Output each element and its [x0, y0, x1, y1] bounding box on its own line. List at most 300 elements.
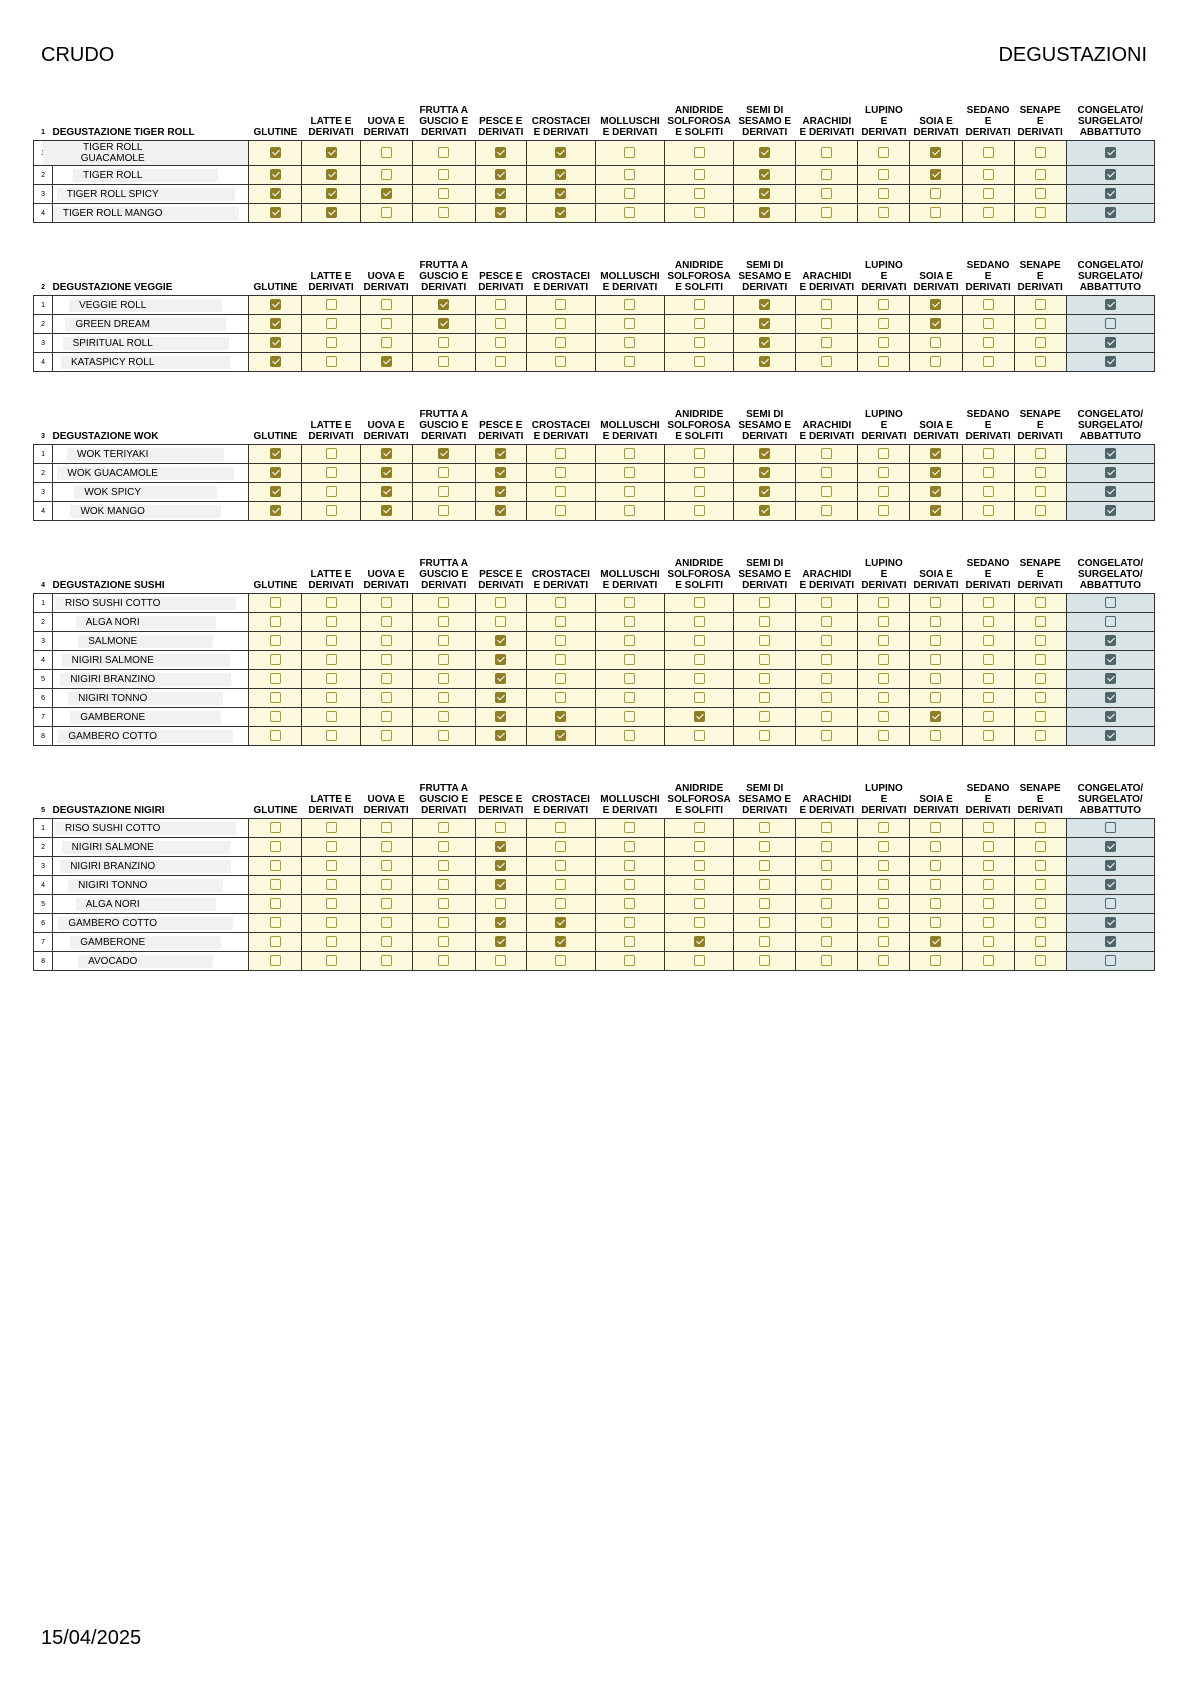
checked-checkbox-icon[interactable] — [930, 467, 941, 478]
unchecked-checkbox-icon[interactable] — [878, 299, 889, 310]
unchecked-checkbox-icon[interactable] — [821, 616, 832, 627]
unchecked-checkbox-icon[interactable] — [930, 337, 941, 348]
unchecked-checkbox-icon[interactable] — [381, 898, 392, 909]
unchecked-checkbox-icon[interactable] — [821, 299, 832, 310]
checked-checkbox-icon[interactable] — [759, 467, 770, 478]
unchecked-checkbox-icon[interactable] — [821, 635, 832, 646]
unchecked-checkbox-icon[interactable] — [438, 169, 449, 180]
unchecked-checkbox-icon[interactable] — [930, 730, 941, 741]
unchecked-checkbox-icon[interactable] — [1105, 616, 1116, 627]
unchecked-checkbox-icon[interactable] — [555, 356, 566, 367]
unchecked-checkbox-icon[interactable] — [1035, 467, 1046, 478]
unchecked-checkbox-icon[interactable] — [1035, 860, 1046, 871]
checked-checkbox-icon[interactable] — [930, 486, 941, 497]
unchecked-checkbox-icon[interactable] — [624, 147, 635, 158]
checked-checkbox-icon[interactable] — [759, 486, 770, 497]
unchecked-checkbox-icon[interactable] — [930, 898, 941, 909]
unchecked-checkbox-icon[interactable] — [759, 879, 770, 890]
unchecked-checkbox-icon[interactable] — [694, 356, 705, 367]
unchecked-checkbox-icon[interactable] — [983, 860, 994, 871]
unchecked-checkbox-icon[interactable] — [759, 673, 770, 684]
checked-checkbox-icon[interactable] — [1105, 486, 1116, 497]
unchecked-checkbox-icon[interactable] — [1035, 898, 1046, 909]
unchecked-checkbox-icon[interactable] — [624, 318, 635, 329]
unchecked-checkbox-icon[interactable] — [438, 356, 449, 367]
checked-checkbox-icon[interactable] — [495, 207, 506, 218]
unchecked-checkbox-icon[interactable] — [326, 936, 337, 947]
unchecked-checkbox-icon[interactable] — [555, 673, 566, 684]
unchecked-checkbox-icon[interactable] — [983, 711, 994, 722]
unchecked-checkbox-icon[interactable] — [983, 597, 994, 608]
unchecked-checkbox-icon[interactable] — [983, 299, 994, 310]
checked-checkbox-icon[interactable] — [495, 673, 506, 684]
unchecked-checkbox-icon[interactable] — [624, 505, 635, 516]
unchecked-checkbox-icon[interactable] — [381, 879, 392, 890]
unchecked-checkbox-icon[interactable] — [694, 597, 705, 608]
unchecked-checkbox-icon[interactable] — [983, 955, 994, 966]
unchecked-checkbox-icon[interactable] — [381, 147, 392, 158]
unchecked-checkbox-icon[interactable] — [694, 841, 705, 852]
unchecked-checkbox-icon[interactable] — [495, 318, 506, 329]
checked-checkbox-icon[interactable] — [270, 505, 281, 516]
unchecked-checkbox-icon[interactable] — [381, 730, 392, 741]
unchecked-checkbox-icon[interactable] — [694, 616, 705, 627]
unchecked-checkbox-icon[interactable] — [759, 654, 770, 665]
unchecked-checkbox-icon[interactable] — [694, 898, 705, 909]
unchecked-checkbox-icon[interactable] — [983, 486, 994, 497]
checked-checkbox-icon[interactable] — [759, 207, 770, 218]
checked-checkbox-icon[interactable] — [495, 654, 506, 665]
unchecked-checkbox-icon[interactable] — [694, 299, 705, 310]
checked-checkbox-icon[interactable] — [495, 692, 506, 703]
unchecked-checkbox-icon[interactable] — [878, 730, 889, 741]
unchecked-checkbox-icon[interactable] — [759, 692, 770, 703]
unchecked-checkbox-icon[interactable] — [438, 505, 449, 516]
unchecked-checkbox-icon[interactable] — [438, 147, 449, 158]
unchecked-checkbox-icon[interactable] — [624, 299, 635, 310]
unchecked-checkbox-icon[interactable] — [624, 692, 635, 703]
checked-checkbox-icon[interactable] — [1105, 337, 1116, 348]
unchecked-checkbox-icon[interactable] — [555, 486, 566, 497]
unchecked-checkbox-icon[interactable] — [878, 860, 889, 871]
unchecked-checkbox-icon[interactable] — [878, 188, 889, 199]
unchecked-checkbox-icon[interactable] — [381, 955, 392, 966]
checked-checkbox-icon[interactable] — [759, 299, 770, 310]
unchecked-checkbox-icon[interactable] — [624, 207, 635, 218]
checked-checkbox-icon[interactable] — [270, 448, 281, 459]
unchecked-checkbox-icon[interactable] — [624, 898, 635, 909]
unchecked-checkbox-icon[interactable] — [878, 635, 889, 646]
unchecked-checkbox-icon[interactable] — [694, 635, 705, 646]
checked-checkbox-icon[interactable] — [326, 169, 337, 180]
unchecked-checkbox-icon[interactable] — [821, 654, 832, 665]
unchecked-checkbox-icon[interactable] — [624, 955, 635, 966]
checked-checkbox-icon[interactable] — [555, 147, 566, 158]
checked-checkbox-icon[interactable] — [1105, 356, 1116, 367]
unchecked-checkbox-icon[interactable] — [438, 654, 449, 665]
unchecked-checkbox-icon[interactable] — [821, 207, 832, 218]
unchecked-checkbox-icon[interactable] — [878, 486, 889, 497]
unchecked-checkbox-icon[interactable] — [1105, 955, 1116, 966]
unchecked-checkbox-icon[interactable] — [624, 711, 635, 722]
unchecked-checkbox-icon[interactable] — [1035, 318, 1046, 329]
checked-checkbox-icon[interactable] — [495, 936, 506, 947]
unchecked-checkbox-icon[interactable] — [326, 822, 337, 833]
checked-checkbox-icon[interactable] — [930, 936, 941, 947]
checked-checkbox-icon[interactable] — [495, 505, 506, 516]
unchecked-checkbox-icon[interactable] — [1035, 616, 1046, 627]
unchecked-checkbox-icon[interactable] — [438, 337, 449, 348]
unchecked-checkbox-icon[interactable] — [326, 467, 337, 478]
unchecked-checkbox-icon[interactable] — [983, 730, 994, 741]
unchecked-checkbox-icon[interactable] — [270, 711, 281, 722]
checked-checkbox-icon[interactable] — [555, 169, 566, 180]
checked-checkbox-icon[interactable] — [1105, 505, 1116, 516]
unchecked-checkbox-icon[interactable] — [1035, 448, 1046, 459]
checked-checkbox-icon[interactable] — [381, 467, 392, 478]
unchecked-checkbox-icon[interactable] — [1035, 635, 1046, 646]
unchecked-checkbox-icon[interactable] — [381, 673, 392, 684]
unchecked-checkbox-icon[interactable] — [694, 188, 705, 199]
unchecked-checkbox-icon[interactable] — [694, 860, 705, 871]
unchecked-checkbox-icon[interactable] — [983, 169, 994, 180]
unchecked-checkbox-icon[interactable] — [1035, 147, 1046, 158]
unchecked-checkbox-icon[interactable] — [326, 692, 337, 703]
unchecked-checkbox-icon[interactable] — [438, 635, 449, 646]
unchecked-checkbox-icon[interactable] — [326, 673, 337, 684]
unchecked-checkbox-icon[interactable] — [438, 673, 449, 684]
unchecked-checkbox-icon[interactable] — [878, 936, 889, 947]
unchecked-checkbox-icon[interactable] — [1035, 730, 1046, 741]
unchecked-checkbox-icon[interactable] — [270, 955, 281, 966]
checked-checkbox-icon[interactable] — [555, 207, 566, 218]
unchecked-checkbox-icon[interactable] — [326, 841, 337, 852]
checked-checkbox-icon[interactable] — [759, 318, 770, 329]
unchecked-checkbox-icon[interactable] — [821, 860, 832, 871]
checked-checkbox-icon[interactable] — [1105, 654, 1116, 665]
unchecked-checkbox-icon[interactable] — [759, 917, 770, 928]
unchecked-checkbox-icon[interactable] — [438, 467, 449, 478]
unchecked-checkbox-icon[interactable] — [270, 635, 281, 646]
checked-checkbox-icon[interactable] — [930, 505, 941, 516]
unchecked-checkbox-icon[interactable] — [930, 822, 941, 833]
unchecked-checkbox-icon[interactable] — [1105, 597, 1116, 608]
unchecked-checkbox-icon[interactable] — [555, 448, 566, 459]
unchecked-checkbox-icon[interactable] — [983, 936, 994, 947]
unchecked-checkbox-icon[interactable] — [624, 673, 635, 684]
unchecked-checkbox-icon[interactable] — [694, 879, 705, 890]
unchecked-checkbox-icon[interactable] — [694, 730, 705, 741]
unchecked-checkbox-icon[interactable] — [495, 822, 506, 833]
unchecked-checkbox-icon[interactable] — [326, 955, 337, 966]
unchecked-checkbox-icon[interactable] — [759, 822, 770, 833]
checked-checkbox-icon[interactable] — [495, 635, 506, 646]
unchecked-checkbox-icon[interactable] — [1035, 917, 1046, 928]
checked-checkbox-icon[interactable] — [1105, 692, 1116, 703]
unchecked-checkbox-icon[interactable] — [983, 841, 994, 852]
checked-checkbox-icon[interactable] — [555, 188, 566, 199]
unchecked-checkbox-icon[interactable] — [438, 822, 449, 833]
checked-checkbox-icon[interactable] — [759, 188, 770, 199]
checked-checkbox-icon[interactable] — [1105, 467, 1116, 478]
unchecked-checkbox-icon[interactable] — [983, 616, 994, 627]
unchecked-checkbox-icon[interactable] — [438, 188, 449, 199]
checked-checkbox-icon[interactable] — [759, 505, 770, 516]
unchecked-checkbox-icon[interactable] — [1035, 711, 1046, 722]
unchecked-checkbox-icon[interactable] — [326, 299, 337, 310]
unchecked-checkbox-icon[interactable] — [270, 936, 281, 947]
unchecked-checkbox-icon[interactable] — [1035, 337, 1046, 348]
checked-checkbox-icon[interactable] — [1105, 169, 1116, 180]
unchecked-checkbox-icon[interactable] — [438, 730, 449, 741]
unchecked-checkbox-icon[interactable] — [381, 299, 392, 310]
checked-checkbox-icon[interactable] — [438, 448, 449, 459]
unchecked-checkbox-icon[interactable] — [381, 692, 392, 703]
checked-checkbox-icon[interactable] — [270, 207, 281, 218]
unchecked-checkbox-icon[interactable] — [1035, 505, 1046, 516]
unchecked-checkbox-icon[interactable] — [694, 654, 705, 665]
unchecked-checkbox-icon[interactable] — [438, 879, 449, 890]
unchecked-checkbox-icon[interactable] — [555, 337, 566, 348]
unchecked-checkbox-icon[interactable] — [555, 616, 566, 627]
checked-checkbox-icon[interactable] — [555, 711, 566, 722]
unchecked-checkbox-icon[interactable] — [930, 635, 941, 646]
checked-checkbox-icon[interactable] — [270, 188, 281, 199]
checked-checkbox-icon[interactable] — [381, 356, 392, 367]
unchecked-checkbox-icon[interactable] — [821, 955, 832, 966]
unchecked-checkbox-icon[interactable] — [495, 356, 506, 367]
unchecked-checkbox-icon[interactable] — [624, 860, 635, 871]
unchecked-checkbox-icon[interactable] — [821, 505, 832, 516]
unchecked-checkbox-icon[interactable] — [555, 879, 566, 890]
checked-checkbox-icon[interactable] — [270, 169, 281, 180]
unchecked-checkbox-icon[interactable] — [821, 356, 832, 367]
checked-checkbox-icon[interactable] — [270, 318, 281, 329]
unchecked-checkbox-icon[interactable] — [759, 936, 770, 947]
checked-checkbox-icon[interactable] — [759, 337, 770, 348]
checked-checkbox-icon[interactable] — [1105, 673, 1116, 684]
unchecked-checkbox-icon[interactable] — [759, 616, 770, 627]
unchecked-checkbox-icon[interactable] — [983, 188, 994, 199]
unchecked-checkbox-icon[interactable] — [1035, 169, 1046, 180]
checked-checkbox-icon[interactable] — [1105, 448, 1116, 459]
checked-checkbox-icon[interactable] — [930, 299, 941, 310]
unchecked-checkbox-icon[interactable] — [694, 692, 705, 703]
checked-checkbox-icon[interactable] — [759, 356, 770, 367]
checked-checkbox-icon[interactable] — [930, 147, 941, 158]
unchecked-checkbox-icon[interactable] — [821, 337, 832, 348]
unchecked-checkbox-icon[interactable] — [983, 147, 994, 158]
unchecked-checkbox-icon[interactable] — [381, 337, 392, 348]
unchecked-checkbox-icon[interactable] — [821, 147, 832, 158]
unchecked-checkbox-icon[interactable] — [759, 711, 770, 722]
unchecked-checkbox-icon[interactable] — [381, 318, 392, 329]
unchecked-checkbox-icon[interactable] — [1035, 597, 1046, 608]
unchecked-checkbox-icon[interactable] — [930, 616, 941, 627]
unchecked-checkbox-icon[interactable] — [1035, 955, 1046, 966]
unchecked-checkbox-icon[interactable] — [930, 673, 941, 684]
unchecked-checkbox-icon[interactable] — [878, 169, 889, 180]
unchecked-checkbox-icon[interactable] — [270, 654, 281, 665]
unchecked-checkbox-icon[interactable] — [821, 467, 832, 478]
unchecked-checkbox-icon[interactable] — [930, 597, 941, 608]
unchecked-checkbox-icon[interactable] — [759, 898, 770, 909]
checked-checkbox-icon[interactable] — [270, 337, 281, 348]
checked-checkbox-icon[interactable] — [270, 147, 281, 158]
unchecked-checkbox-icon[interactable] — [1035, 879, 1046, 890]
unchecked-checkbox-icon[interactable] — [983, 448, 994, 459]
unchecked-checkbox-icon[interactable] — [983, 879, 994, 890]
unchecked-checkbox-icon[interactable] — [983, 917, 994, 928]
unchecked-checkbox-icon[interactable] — [694, 917, 705, 928]
unchecked-checkbox-icon[interactable] — [495, 616, 506, 627]
unchecked-checkbox-icon[interactable] — [326, 448, 337, 459]
unchecked-checkbox-icon[interactable] — [326, 711, 337, 722]
unchecked-checkbox-icon[interactable] — [270, 917, 281, 928]
unchecked-checkbox-icon[interactable] — [694, 467, 705, 478]
unchecked-checkbox-icon[interactable] — [930, 955, 941, 966]
unchecked-checkbox-icon[interactable] — [438, 692, 449, 703]
unchecked-checkbox-icon[interactable] — [878, 318, 889, 329]
unchecked-checkbox-icon[interactable] — [878, 448, 889, 459]
unchecked-checkbox-icon[interactable] — [624, 169, 635, 180]
checked-checkbox-icon[interactable] — [326, 147, 337, 158]
unchecked-checkbox-icon[interactable] — [624, 822, 635, 833]
checked-checkbox-icon[interactable] — [326, 207, 337, 218]
checked-checkbox-icon[interactable] — [495, 730, 506, 741]
unchecked-checkbox-icon[interactable] — [983, 337, 994, 348]
unchecked-checkbox-icon[interactable] — [438, 597, 449, 608]
unchecked-checkbox-icon[interactable] — [821, 169, 832, 180]
unchecked-checkbox-icon[interactable] — [983, 673, 994, 684]
unchecked-checkbox-icon[interactable] — [438, 860, 449, 871]
unchecked-checkbox-icon[interactable] — [624, 616, 635, 627]
unchecked-checkbox-icon[interactable] — [1035, 486, 1046, 497]
unchecked-checkbox-icon[interactable] — [694, 448, 705, 459]
unchecked-checkbox-icon[interactable] — [930, 692, 941, 703]
checked-checkbox-icon[interactable] — [1105, 711, 1116, 722]
unchecked-checkbox-icon[interactable] — [1035, 356, 1046, 367]
unchecked-checkbox-icon[interactable] — [878, 337, 889, 348]
checked-checkbox-icon[interactable] — [930, 318, 941, 329]
checked-checkbox-icon[interactable] — [495, 448, 506, 459]
checked-checkbox-icon[interactable] — [1105, 635, 1116, 646]
unchecked-checkbox-icon[interactable] — [438, 711, 449, 722]
unchecked-checkbox-icon[interactable] — [1035, 207, 1046, 218]
checked-checkbox-icon[interactable] — [495, 711, 506, 722]
unchecked-checkbox-icon[interactable] — [821, 898, 832, 909]
unchecked-checkbox-icon[interactable] — [694, 822, 705, 833]
unchecked-checkbox-icon[interactable] — [326, 616, 337, 627]
unchecked-checkbox-icon[interactable] — [930, 860, 941, 871]
unchecked-checkbox-icon[interactable] — [270, 692, 281, 703]
checked-checkbox-icon[interactable] — [381, 505, 392, 516]
unchecked-checkbox-icon[interactable] — [270, 597, 281, 608]
unchecked-checkbox-icon[interactable] — [821, 673, 832, 684]
checked-checkbox-icon[interactable] — [930, 169, 941, 180]
unchecked-checkbox-icon[interactable] — [821, 822, 832, 833]
checked-checkbox-icon[interactable] — [694, 936, 705, 947]
unchecked-checkbox-icon[interactable] — [821, 692, 832, 703]
unchecked-checkbox-icon[interactable] — [878, 673, 889, 684]
unchecked-checkbox-icon[interactable] — [694, 486, 705, 497]
unchecked-checkbox-icon[interactable] — [983, 898, 994, 909]
checked-checkbox-icon[interactable] — [270, 299, 281, 310]
checked-checkbox-icon[interactable] — [1105, 730, 1116, 741]
unchecked-checkbox-icon[interactable] — [381, 169, 392, 180]
checked-checkbox-icon[interactable] — [495, 188, 506, 199]
unchecked-checkbox-icon[interactable] — [624, 936, 635, 947]
unchecked-checkbox-icon[interactable] — [270, 822, 281, 833]
unchecked-checkbox-icon[interactable] — [930, 879, 941, 890]
unchecked-checkbox-icon[interactable] — [438, 616, 449, 627]
checked-checkbox-icon[interactable] — [1105, 299, 1116, 310]
checked-checkbox-icon[interactable] — [930, 711, 941, 722]
unchecked-checkbox-icon[interactable] — [555, 635, 566, 646]
unchecked-checkbox-icon[interactable] — [1035, 841, 1046, 852]
unchecked-checkbox-icon[interactable] — [381, 207, 392, 218]
unchecked-checkbox-icon[interactable] — [821, 841, 832, 852]
unchecked-checkbox-icon[interactable] — [438, 936, 449, 947]
unchecked-checkbox-icon[interactable] — [555, 841, 566, 852]
checked-checkbox-icon[interactable] — [270, 467, 281, 478]
unchecked-checkbox-icon[interactable] — [270, 898, 281, 909]
unchecked-checkbox-icon[interactable] — [624, 467, 635, 478]
unchecked-checkbox-icon[interactable] — [270, 730, 281, 741]
unchecked-checkbox-icon[interactable] — [821, 711, 832, 722]
unchecked-checkbox-icon[interactable] — [381, 597, 392, 608]
unchecked-checkbox-icon[interactable] — [1035, 299, 1046, 310]
unchecked-checkbox-icon[interactable] — [326, 898, 337, 909]
unchecked-checkbox-icon[interactable] — [878, 917, 889, 928]
unchecked-checkbox-icon[interactable] — [983, 207, 994, 218]
unchecked-checkbox-icon[interactable] — [878, 955, 889, 966]
unchecked-checkbox-icon[interactable] — [624, 917, 635, 928]
unchecked-checkbox-icon[interactable] — [1035, 936, 1046, 947]
unchecked-checkbox-icon[interactable] — [1105, 318, 1116, 329]
checked-checkbox-icon[interactable] — [759, 147, 770, 158]
checked-checkbox-icon[interactable] — [438, 299, 449, 310]
checked-checkbox-icon[interactable] — [270, 486, 281, 497]
checked-checkbox-icon[interactable] — [759, 169, 770, 180]
checked-checkbox-icon[interactable] — [694, 711, 705, 722]
unchecked-checkbox-icon[interactable] — [555, 299, 566, 310]
unchecked-checkbox-icon[interactable] — [878, 711, 889, 722]
unchecked-checkbox-icon[interactable] — [381, 860, 392, 871]
unchecked-checkbox-icon[interactable] — [555, 505, 566, 516]
unchecked-checkbox-icon[interactable] — [930, 917, 941, 928]
unchecked-checkbox-icon[interactable] — [983, 318, 994, 329]
checked-checkbox-icon[interactable] — [438, 318, 449, 329]
unchecked-checkbox-icon[interactable] — [930, 207, 941, 218]
unchecked-checkbox-icon[interactable] — [878, 597, 889, 608]
unchecked-checkbox-icon[interactable] — [759, 955, 770, 966]
unchecked-checkbox-icon[interactable] — [495, 597, 506, 608]
unchecked-checkbox-icon[interactable] — [821, 318, 832, 329]
unchecked-checkbox-icon[interactable] — [624, 841, 635, 852]
unchecked-checkbox-icon[interactable] — [1035, 822, 1046, 833]
unchecked-checkbox-icon[interactable] — [759, 597, 770, 608]
unchecked-checkbox-icon[interactable] — [495, 337, 506, 348]
unchecked-checkbox-icon[interactable] — [270, 841, 281, 852]
checked-checkbox-icon[interactable] — [270, 356, 281, 367]
unchecked-checkbox-icon[interactable] — [326, 318, 337, 329]
checked-checkbox-icon[interactable] — [555, 936, 566, 947]
checked-checkbox-icon[interactable] — [381, 486, 392, 497]
unchecked-checkbox-icon[interactable] — [438, 841, 449, 852]
unchecked-checkbox-icon[interactable] — [270, 860, 281, 871]
unchecked-checkbox-icon[interactable] — [495, 299, 506, 310]
